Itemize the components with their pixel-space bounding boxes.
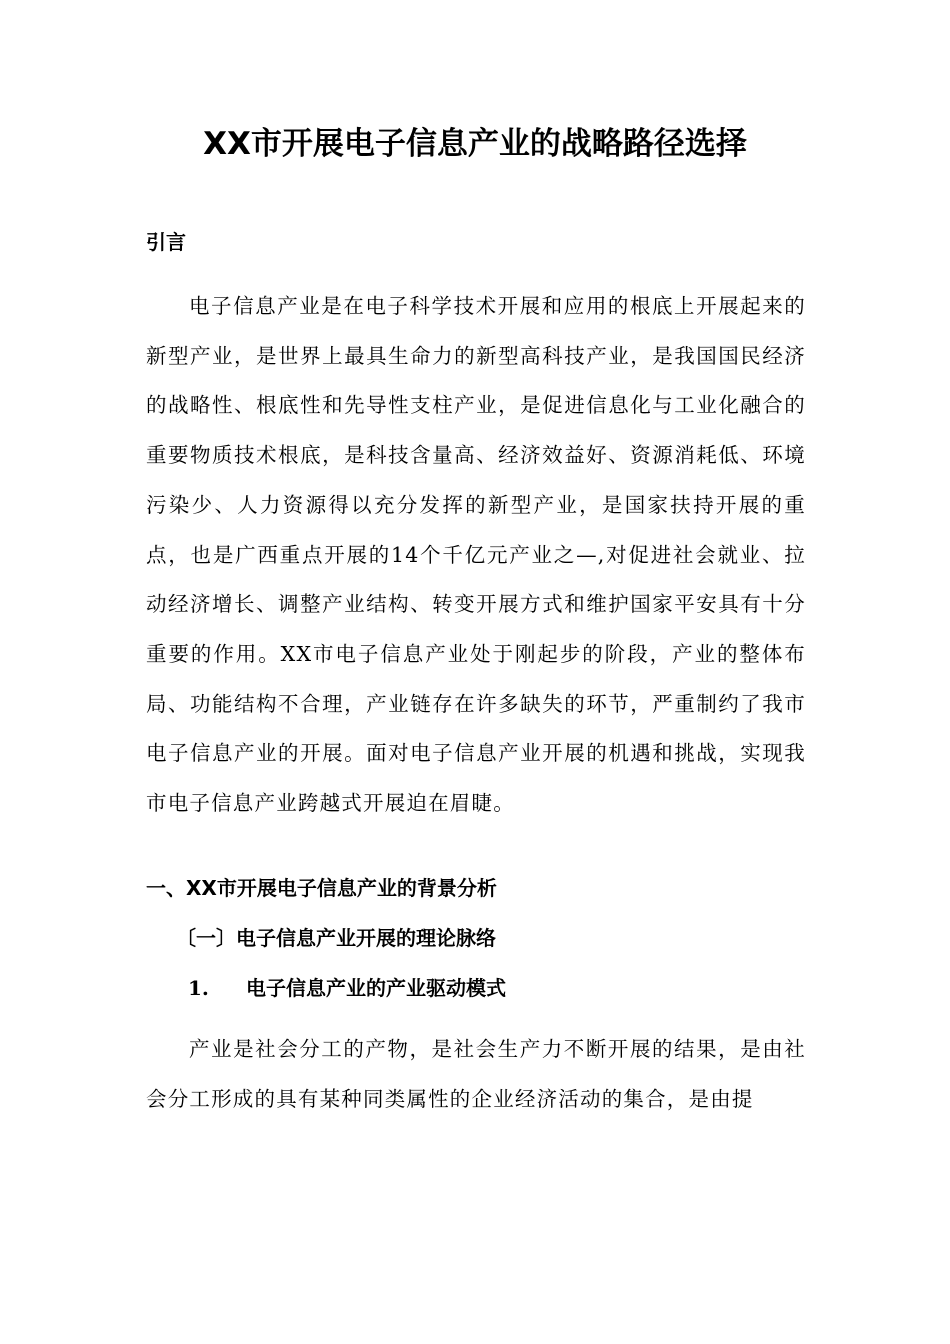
item-heading <box>188 970 506 1006</box>
item-heading-text: 电子信息产业的产业驱动模式 <box>246 976 506 1000</box>
intro-paragraph: 电子信息产业是在电子科学技术开展和应用的根底上开展起来的新型产业，是世界上最具生命力的新型高科技产业，是我国国民经济的战略性、根底性和先导性支柱产业，是促进信息化与工业化融合的重要物质技术根底，是科技含量高、经济效益好、资源消耗低、环境污染少、人力资源得以充分发挥的新型产业，是国家扶持开展的重点，也是广西重点开展的14个千亿元产业之—,对促进社会就业、拉动经济增长、调整产业结构、转变开展方式和维护国家平安具有十分重要的作用。XX市电子信息产业处于刚起步的阶段，产业的整体布局、功能结构不合理，产业链存在许多缺失的环节，严重制约了我市电子信息产业的开展。面对电子信息产业开展的机遇和挑战，实现我市电子信息产业跨越式开展迫在眉睫。 <box>146 294 806 816</box>
document-title: XX市开展电子信息产业的战略路径选择 <box>203 126 747 162</box>
item-number: 1. <box>188 976 209 1000</box>
subsection-heading: 〔一〕电子信息产业开展的理论脉络 <box>176 926 496 950</box>
item-paragraph: 产业是社会分工的产物，是社会生产力不断开展的结果，是由社会分工形成的具有某种同类属性的企业经济活动的集合，是由提 <box>146 1037 806 1111</box>
intro-heading: 引言 <box>146 230 186 254</box>
section-heading: 一、XX市开展电子信息产业的背景分析 <box>146 876 497 900</box>
